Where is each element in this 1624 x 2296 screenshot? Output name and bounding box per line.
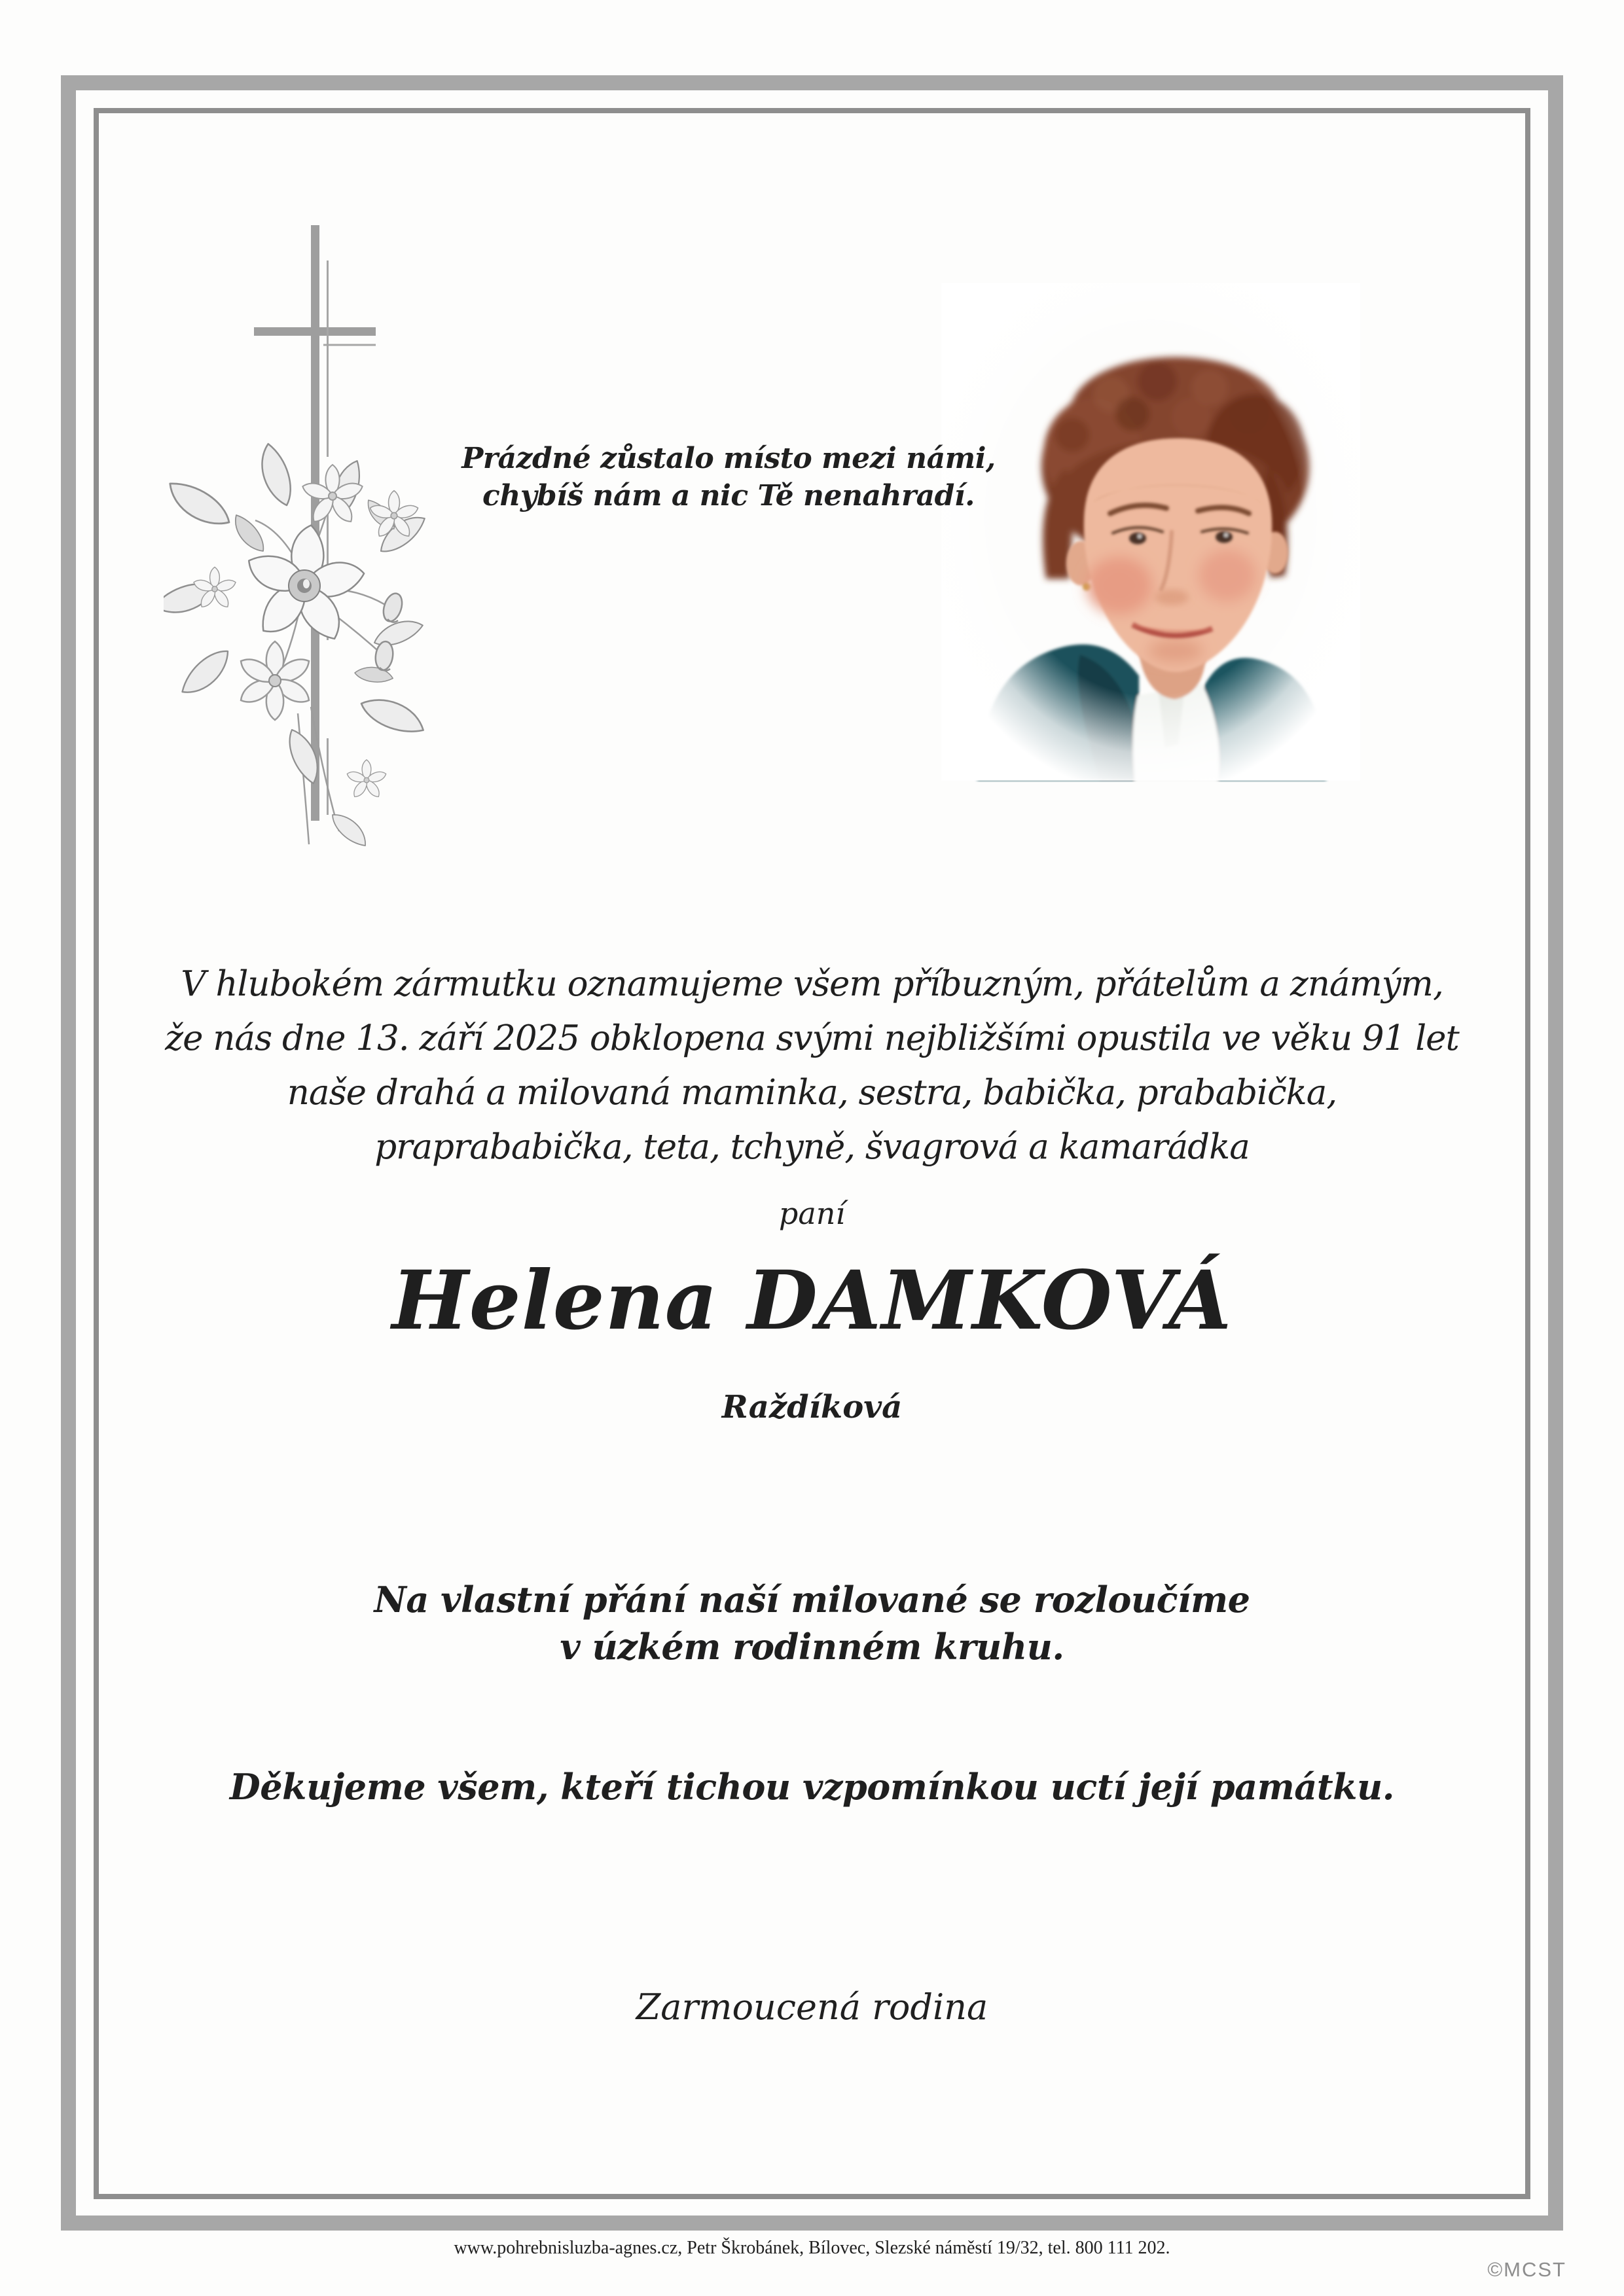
funeral-service-contact: www.pohrebnisluzba-agnes.cz, Petr Škrobánek, Bílovec, Slezské náměstí 19/32, tel. 800 111 202. bbox=[454, 2238, 1170, 2258]
announcement-line-2: že nás dne 13. září 2025 obklopena svými nejbližšími opustila ve věku 91 let bbox=[165, 1018, 1459, 1058]
announcement-line-3: naše drahá a milovaná maminka, sestra, babička, prababička, bbox=[287, 1073, 1337, 1113]
memorial-quote bbox=[414, 440, 1043, 514]
announcement-line-1: V hlubokém zármutku oznamujeme všem příbuzným, přátelům a známým, bbox=[181, 964, 1443, 1004]
daisy-flower bbox=[236, 641, 313, 720]
cross-flowers-icon bbox=[164, 223, 484, 884]
thanks-line: Děkujeme všem, kteří tichou vzpomínkou uctí její památku. bbox=[229, 1766, 1395, 1808]
farewell-line-2: v úzkém rodinném kruhu. bbox=[560, 1626, 1064, 1668]
death-announcement bbox=[105, 957, 1519, 1174]
family-signature: Zarmoucená rodina bbox=[636, 1986, 988, 2028]
title-prefix: paní bbox=[778, 1196, 846, 1231]
photo-vignette bbox=[941, 283, 1360, 781]
quote-line-2: chybíš nám a nic Tě nenahradí. bbox=[482, 479, 975, 512]
announcement-line-4: praprababička, teta, tchyně, švagrová a kamarádka bbox=[374, 1127, 1250, 1167]
portrait-photo bbox=[941, 281, 1360, 782]
quote-line-1: Prázdné zůstalo místo mezi námi, bbox=[461, 442, 996, 475]
maiden-name: Raždíková bbox=[721, 1389, 903, 1426]
farewell-notice bbox=[105, 1576, 1519, 1670]
farewell-line-1: Na vlastní přání naší milované se rozloučíme bbox=[374, 1579, 1250, 1621]
deceased-name: Helena DAMKOVÁ bbox=[391, 1253, 1233, 1348]
mcst-watermark: ©MCST bbox=[1487, 2258, 1566, 2281]
